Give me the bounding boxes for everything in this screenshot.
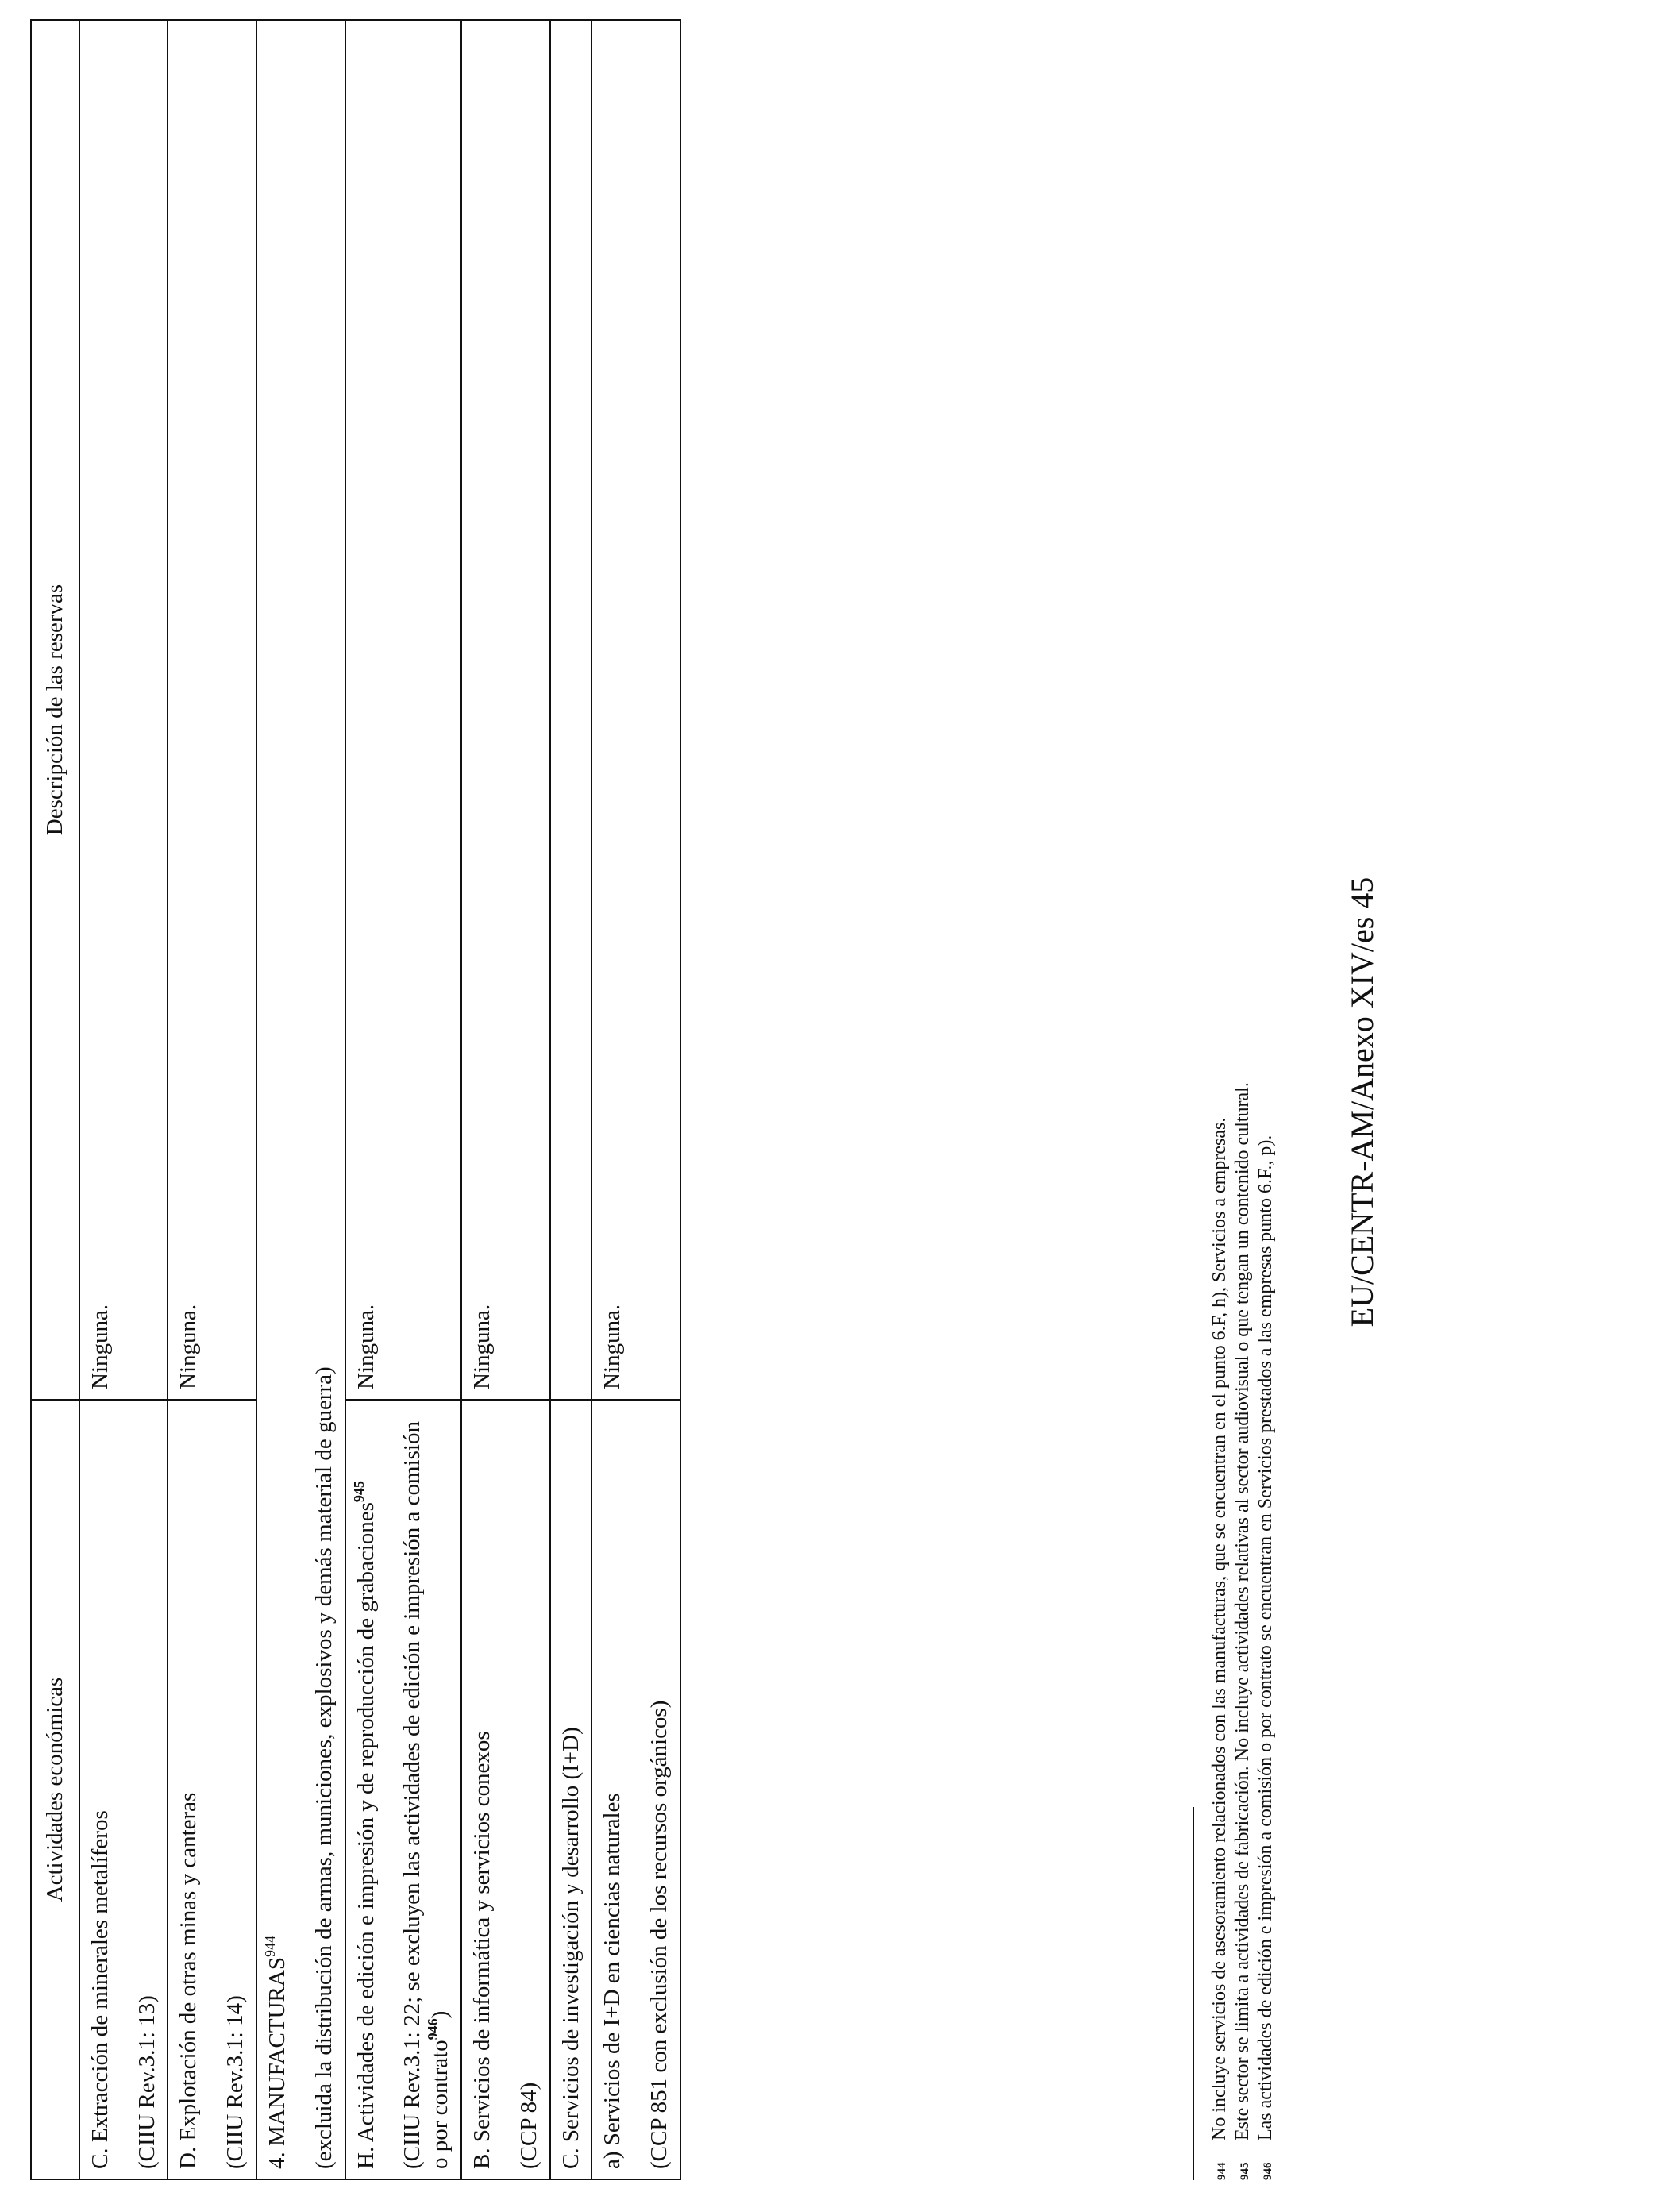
activity-cell xyxy=(79,1400,168,2179)
description-cell: Ninguna. xyxy=(168,20,256,1400)
table-row xyxy=(461,20,550,2179)
footnote-text: Las actividades de edición e impresión a comisión o por contrato se encuentran en Servicios prestados a las empresas punto 6.F., p). xyxy=(1254,1135,1276,2140)
footnote-number: 945 xyxy=(1238,2162,1251,2180)
footnote-ref: 944 xyxy=(261,1936,278,1958)
activity-name: B. Servicios de informática y servicios conexos xyxy=(468,1731,495,2169)
activity-cell xyxy=(461,1400,550,2179)
document-reference: EU/CENTR-AM/Anexo XIV/es 45 xyxy=(1344,877,1380,1327)
section-title-text: 4. MANUFACTURAS xyxy=(264,1957,290,2169)
activity-code: (CIIU Rev.3.1: 14) xyxy=(222,1995,249,2169)
section-cell xyxy=(256,20,345,2179)
section-title xyxy=(261,30,291,2169)
footnote-ref: 946 xyxy=(425,2018,441,2040)
closing-paren: ) xyxy=(427,2010,453,2019)
activity-cell xyxy=(168,1400,256,2179)
header-economic-activities: Actividades económicas xyxy=(31,1400,79,2179)
table-header-row xyxy=(31,20,79,2179)
reserves-table xyxy=(30,19,681,2180)
description-cell: Ninguna. xyxy=(461,20,550,1400)
activity-name: C. Extracción de minerales metalíferos xyxy=(87,1810,113,2169)
description-cell xyxy=(550,20,592,1400)
table-row xyxy=(345,20,461,2179)
description-cell: Ninguna. xyxy=(591,20,680,1400)
footnote-divider xyxy=(1193,1807,1194,2180)
footnotes xyxy=(1208,37,1277,2180)
table-row xyxy=(550,20,592,2179)
table-row xyxy=(79,20,168,2179)
footnote xyxy=(1231,37,1254,2180)
activity-cell xyxy=(550,1400,592,2179)
section-row xyxy=(256,20,345,2179)
activity-name: a) Servicios de I+D en ciencias naturales xyxy=(599,1793,626,2169)
description-cell: Ninguna. xyxy=(79,20,168,1400)
activity-code: (CIIU Rev.3.1: 13) xyxy=(133,1995,160,2169)
description-cell: Ninguna. xyxy=(345,20,461,1400)
activity-name xyxy=(350,1410,380,2169)
activity-cell xyxy=(345,1400,461,2179)
table-row xyxy=(591,20,680,2179)
section-subtitle: (excluida la distribución de armas, municiones, explosivos y demás material de guerra) xyxy=(310,1366,337,2169)
activity-code: (CCP 84) xyxy=(515,2082,541,2169)
footnote xyxy=(1254,37,1277,2180)
activity-name-text: H. Actividades de edición e impresión y de reproducción de grabaciones xyxy=(353,1502,379,2169)
footnote xyxy=(1208,37,1231,2180)
activity-name: D. Explotación de otras minas y canteras xyxy=(175,1792,202,2169)
activity-code xyxy=(399,1410,454,2169)
footnote-number: 946 xyxy=(1261,2162,1274,2180)
footnote-number: 944 xyxy=(1216,2162,1228,2180)
footnote-ref: 945 xyxy=(350,1481,367,1503)
activity-cell xyxy=(591,1400,680,2179)
activity-name: C. Servicios de investigación y desarrollo (I+D) xyxy=(557,1727,584,2169)
activity-code-text: (CIIU Rev.3.1: 22; se excluyen las actividades de edición e impresión a comisión o por contrato xyxy=(399,1421,453,2169)
table-row xyxy=(168,20,256,2179)
header-reserves-description: Descripción de las reservas xyxy=(31,20,79,1400)
activity-code: (CCP 851 con exclusión de los recursos orgánicos) xyxy=(646,1700,672,2169)
footnote-text: No incluye servicios de asesoramiento relacionados con las manufacturas, que se encuentran en el punto 6.F, h), Servicios a empresas. xyxy=(1209,1117,1230,2140)
footnote-text: Este sector se limita a actividades de fabricación. No incluye actividades relativas al sector audiovisual o que tengan un contenido cultural. xyxy=(1231,1082,1253,2140)
